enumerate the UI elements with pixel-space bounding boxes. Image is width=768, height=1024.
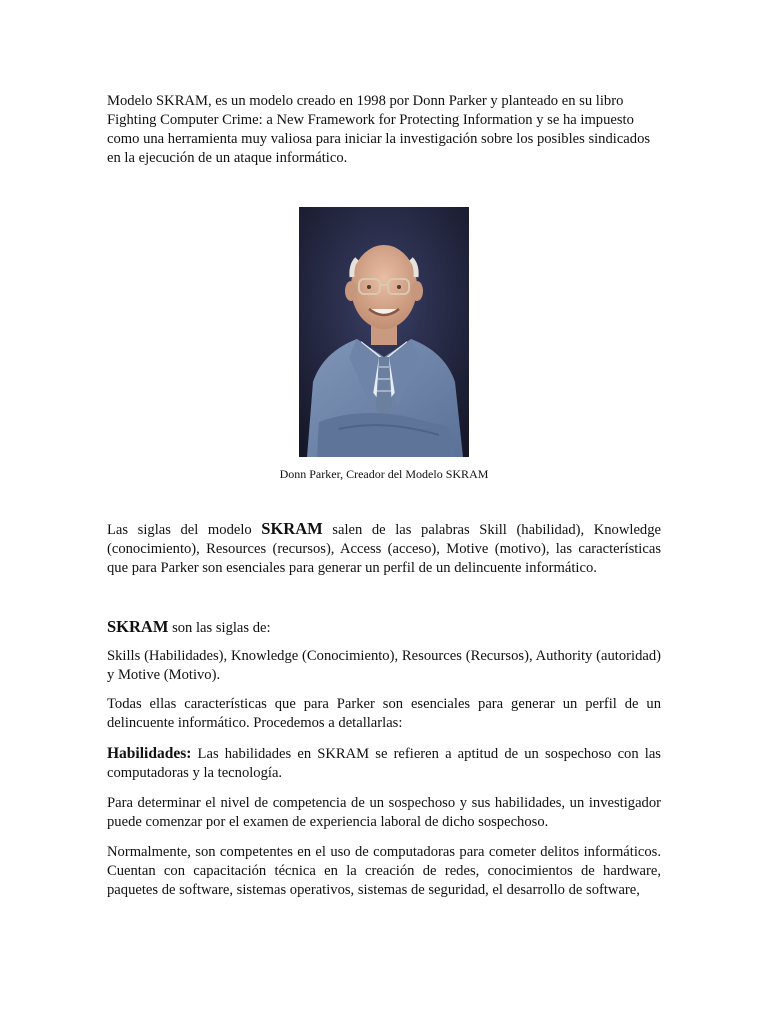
determinar-paragraph: Para determinar el nivel de competencia de un sospechoso y sus habilidades, un investigador puede comenzar por el examen de experiencia laboral de dicho sospechoso. xyxy=(107,795,661,830)
habilidades-paragraph: Habilidades: Las habilidades en SKRAM se refieren a aptitud de un sospechoso con las computadoras y la tecnología. xyxy=(107,745,661,781)
caracteristicas-paragraph: Todas ellas características que para Parker son esenciales para generar un perfil de un delincuente informático. Procedemos a detallarlas: xyxy=(107,696,661,731)
donn-parker-photo xyxy=(299,207,469,457)
photo-caption: Donn Parker, Creador del Modelo SKRAM xyxy=(279,467,489,481)
skram-heading: SKRAM son las siglas de: xyxy=(107,617,271,636)
skram-list-paragraph: Skills (Habilidades), Knowledge (Conocimiento), Resources (Recursos), Authority (autoridad) y Motive (Motivo). xyxy=(107,648,661,683)
intro-paragraph xyxy=(107,92,661,168)
skram-term: SKRAM xyxy=(261,519,323,538)
habilidades-label: Habilidades: xyxy=(107,745,192,762)
portrait-image xyxy=(299,207,469,457)
siglas-paragraph: Las siglas del modelo SKRAM salen de las palabras Skill (habilidad), Knowledge (conocimiento), Resources (recursos), Access (acceso), Motive (motivo), las características que para Parker son esenciales para generar un perfil de un delincuente informático. xyxy=(107,519,661,576)
normalmente-paragraph: Normalmente, son competentes en el uso de computadoras para cometer delitos informáticos. Cuentan con capacitación técnica en la creación de redes, conocimientos de hardware, paquetes de software, sistemas operativos, sistemas de seguridad, el desarrollo de software, xyxy=(107,844,661,898)
intro-text: Modelo SKRAM, es un modelo creado en 1998 por Donn Parker y planteado en su libro Fighting Computer Crime: a New Framework for Protecting Information y se ha impuesto como una herramienta muy valiosa para iniciar la investigación sobre los posibles sindicados en la ejecución de un ataque informático. xyxy=(107,93,651,166)
